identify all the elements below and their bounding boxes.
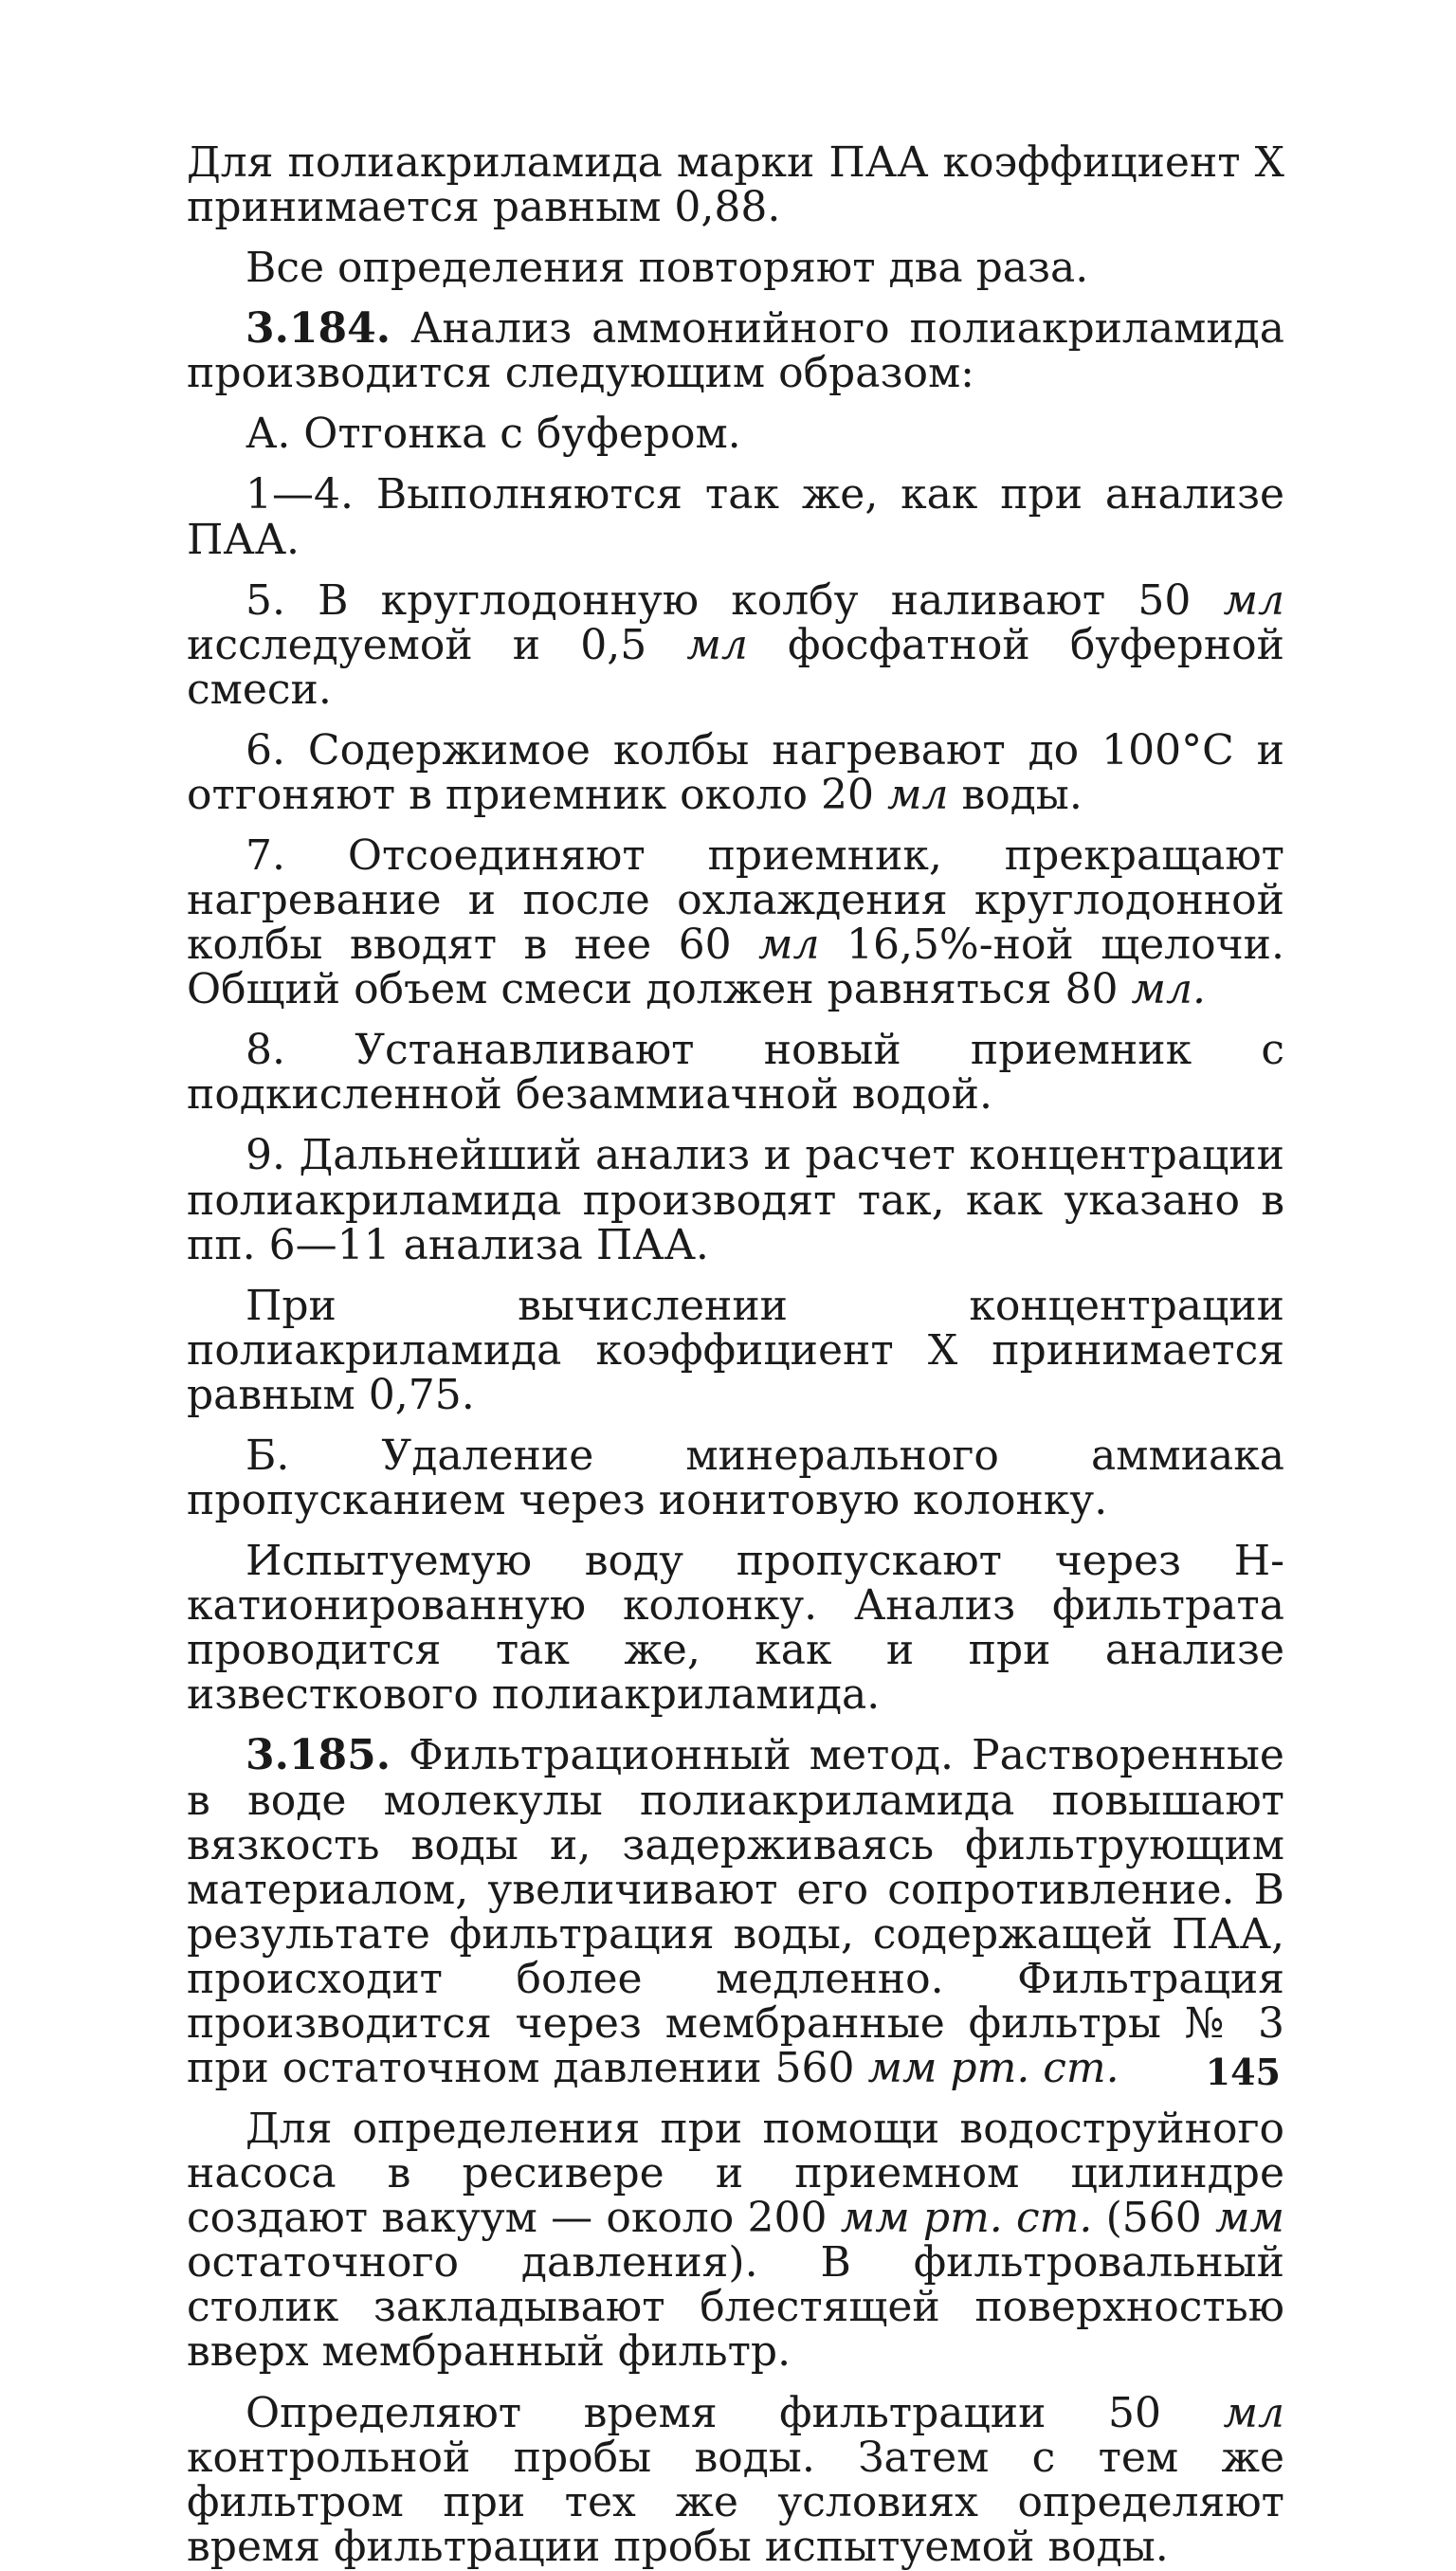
text-run: Для определения при помощи водоструйного насоса в ресивере и приемном цилиндре создают вакуум — около 200 xyxy=(187,2105,1284,2243)
text-run: 16,5%-ной щелочи. Общий объем смеси должен равняться 80 xyxy=(187,921,1284,1014)
unit: мм xyxy=(1215,2194,1284,2243)
text-run: контрольной пробы воды. Затем с тем же фильтром при тех же условиях определяют время фильтрации пробы испытуемой воды. xyxy=(187,2433,1284,2571)
unit: мл xyxy=(886,770,949,819)
section-number: 3.185. xyxy=(246,1731,391,1780)
step-5 xyxy=(187,575,1284,714)
section-text: Анализ аммонийного полиакриламида производится следующим образом: xyxy=(187,304,1284,398)
section-3-185 xyxy=(187,1731,1284,2093)
text-run: остаточного давления). В фильтровальный столик закладывают блестящей поверхностью вверх мембранный фильтр. xyxy=(187,2238,1284,2377)
paragraph: При вычислении концентрации полиакриламида коэффициент X принимается равным 0,75. xyxy=(187,1281,1284,1419)
text-run: воды. xyxy=(948,770,1083,819)
unit: мл xyxy=(686,620,748,669)
subsection-heading-a: А. Отгонка с буфером. xyxy=(246,410,741,459)
section-number: 3.184. xyxy=(246,304,391,354)
document-page xyxy=(187,138,1284,2571)
text-run: 6. Содержимое колбы нагревают до 100°С и отгоняют в приемник около 20 xyxy=(187,725,1284,819)
paragraph xyxy=(187,2388,1284,2571)
text-run: 5. В круглодонную колбу наливают 50 xyxy=(246,575,1224,625)
unit: мл xyxy=(1223,2388,1284,2437)
paragraph: Все определения повторяют два раза. xyxy=(246,244,1089,293)
subsection-heading-b: Б. Удаление минерального аммиака пропусканием через ионитовую колонку. xyxy=(187,1431,1284,1525)
paragraph: Для полиакриламида марки ПАА коэффициент X принимается равным 0,88. xyxy=(187,138,1284,232)
text-run: Определяют время фильтрации 50 xyxy=(246,2388,1224,2437)
unit: мм рт. ст. xyxy=(840,2194,1093,2243)
paragraph xyxy=(187,2105,1284,2377)
step-8: 8. Устанавливают новый приемник с подкисленной безаммиачной водой. xyxy=(187,1026,1284,1120)
section-3-184 xyxy=(187,304,1284,398)
text-run: (560 xyxy=(1092,2194,1216,2243)
step-9: 9. Дальнейший анализ и расчет концентрации полиакриламида производят так, как указано в пп. 6—11 анализа ПАА. xyxy=(187,1131,1284,1269)
step-6 xyxy=(187,725,1284,819)
text-run: исследуемой и 0,5 xyxy=(187,620,687,669)
unit: мм рт. ст. xyxy=(867,2043,1119,2092)
text-run: 7. Отсоединяют приемник, прекращают нагревание и после охлаждения круглодонной колбы вводят в нее 60 xyxy=(187,831,1284,970)
step-7 xyxy=(187,833,1284,1012)
step-1-4: 1—4. Выполняются так же, как при анализе ПАА. xyxy=(187,470,1284,564)
text-run: Фильтрационный метод. Растворенные в воде молекулы полиакриламида повышают вязкость воды и, задерживаясь фильтрующим материалом, увеличивают его сопротивление. В результате фильтрация воды, содержащей ПАА, происходит более медленно. Фильтрация производится через мембранные фильтры № 3 при остаточном давлении 560 xyxy=(187,1731,1284,2092)
unit: мл xyxy=(1223,575,1284,625)
page-number: 145 xyxy=(1205,2051,1281,2093)
text-run: фосфатной буферной смеси. xyxy=(187,620,1284,714)
unit: мл. xyxy=(1131,965,1206,1014)
unit: мл xyxy=(758,921,820,970)
paragraph: Испытуемую воду пропускают через Н-катионированную колонку. Анализ фильтрата проводится так же, как и при анализе известкового полиакриламида. xyxy=(187,1537,1284,1720)
